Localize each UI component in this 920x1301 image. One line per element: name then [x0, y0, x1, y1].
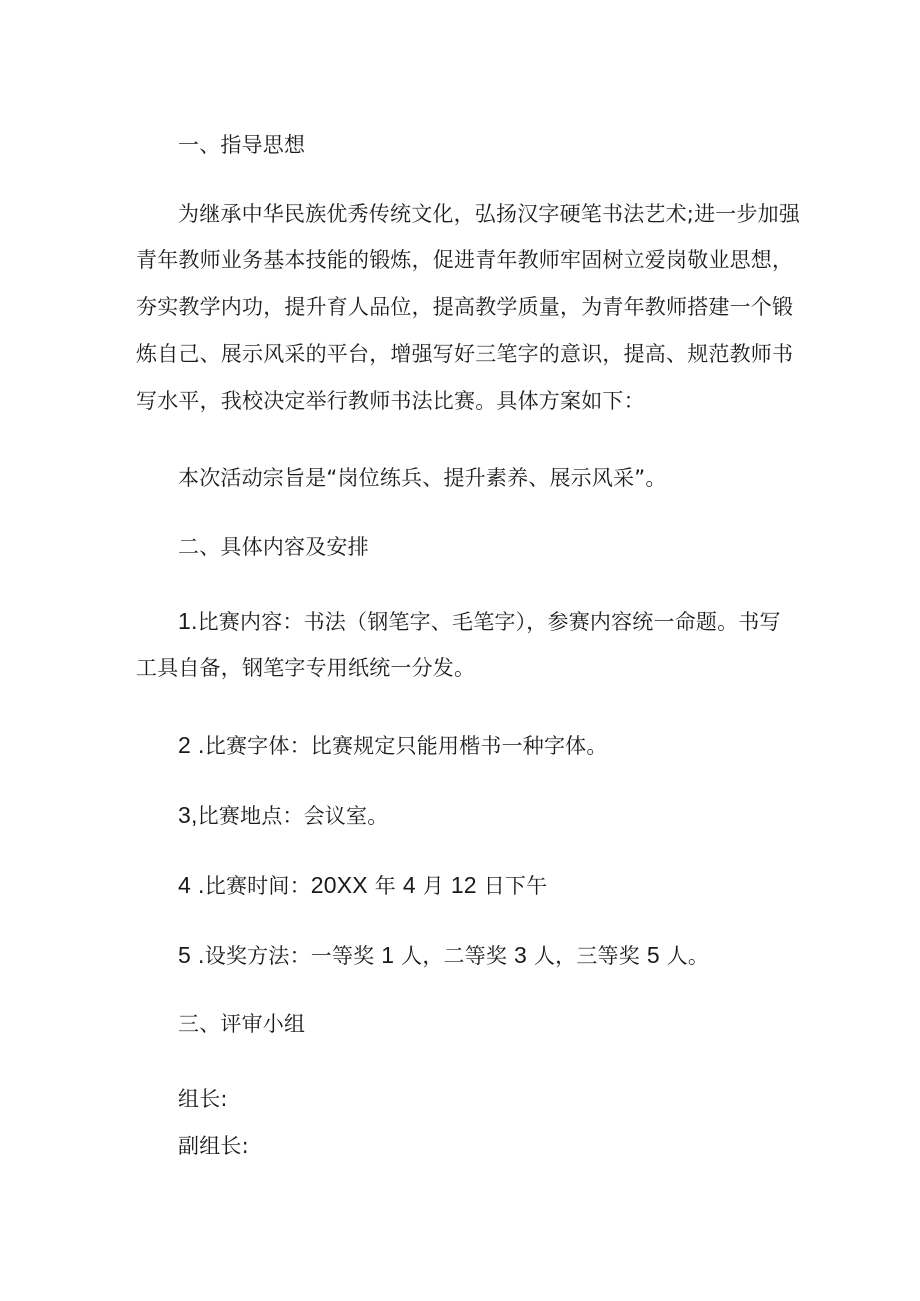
- item3-number: 3,: [178, 802, 198, 828]
- item5-first-count: 1: [381, 942, 395, 968]
- para1-line-5: 写水平，我校决定举行教师书法比赛。具体方案如下：: [136, 389, 645, 413]
- item4-month: 4: [402, 872, 416, 898]
- deputy-leader-label: 副组长:: [178, 1134, 249, 1158]
- item3-text: 比赛地点：会议室。: [197, 804, 389, 828]
- para2: 本次活动宗旨是“岗位练兵、提升素养、展示风采”。: [178, 466, 667, 490]
- item1-line-1: [178, 600, 828, 643]
- para1-line-3: 夯实教学内功，提升育人品位，提高教学质量，为青年教师搭建一个锻: [136, 295, 794, 319]
- item4-day: 12: [450, 872, 477, 898]
- item4-year-unit: 年: [374, 874, 396, 898]
- section3-heading: 三、评审小组: [178, 1012, 306, 1036]
- item5-end: 人。: [666, 944, 710, 968]
- item4-month-unit: 月: [422, 874, 444, 898]
- item5-third-count: 5: [646, 942, 660, 968]
- leader-label: 组长:: [178, 1087, 228, 1111]
- para1-line-2: 青年教师业务基本技能的锻炼，促进青年教师牢固树立爱岗敬业思想，: [136, 248, 794, 272]
- item1-text: 比赛内容：书法（钢笔字、毛笔字），参赛内容统一命题。书写: [197, 610, 781, 634]
- item2-number: 2: [178, 732, 191, 758]
- item2: [178, 724, 828, 767]
- item4: [178, 864, 828, 907]
- item5-second-label: 人，二等奖: [401, 944, 508, 968]
- item5-second-count: 3: [514, 942, 528, 968]
- item5-third-label: 人，三等奖: [533, 944, 640, 968]
- item1-number: 1.: [178, 608, 198, 634]
- item1-line-2: 工具自备，钢笔字专用纸统一分发。: [136, 656, 476, 680]
- item5-label: .设奖方法：一等奖: [197, 944, 375, 968]
- para1-line-1: 为继承中华民族优秀传统文化，弘扬汉字硬笔书法艺术;进一步加强: [178, 202, 801, 226]
- item3: [178, 794, 828, 837]
- section2-heading: 二、具体内容及安排: [178, 535, 369, 559]
- item5-number: 5: [178, 942, 191, 968]
- item4-year: 20XX: [310, 872, 368, 898]
- item2-text: .比赛字体：比赛规定只能用楷书一种字体。: [197, 734, 608, 758]
- item4-number: 4: [178, 872, 191, 898]
- item4-label: .比赛时间：: [197, 874, 311, 898]
- item4-day-unit: 日下午: [483, 874, 548, 898]
- item5: [178, 934, 828, 977]
- para1-line-4: 炼自己、展示风采的平台，增强写好三笔字的意识，提高、规范教师书: [136, 342, 794, 366]
- section1-heading: 一、指导思想: [178, 133, 306, 157]
